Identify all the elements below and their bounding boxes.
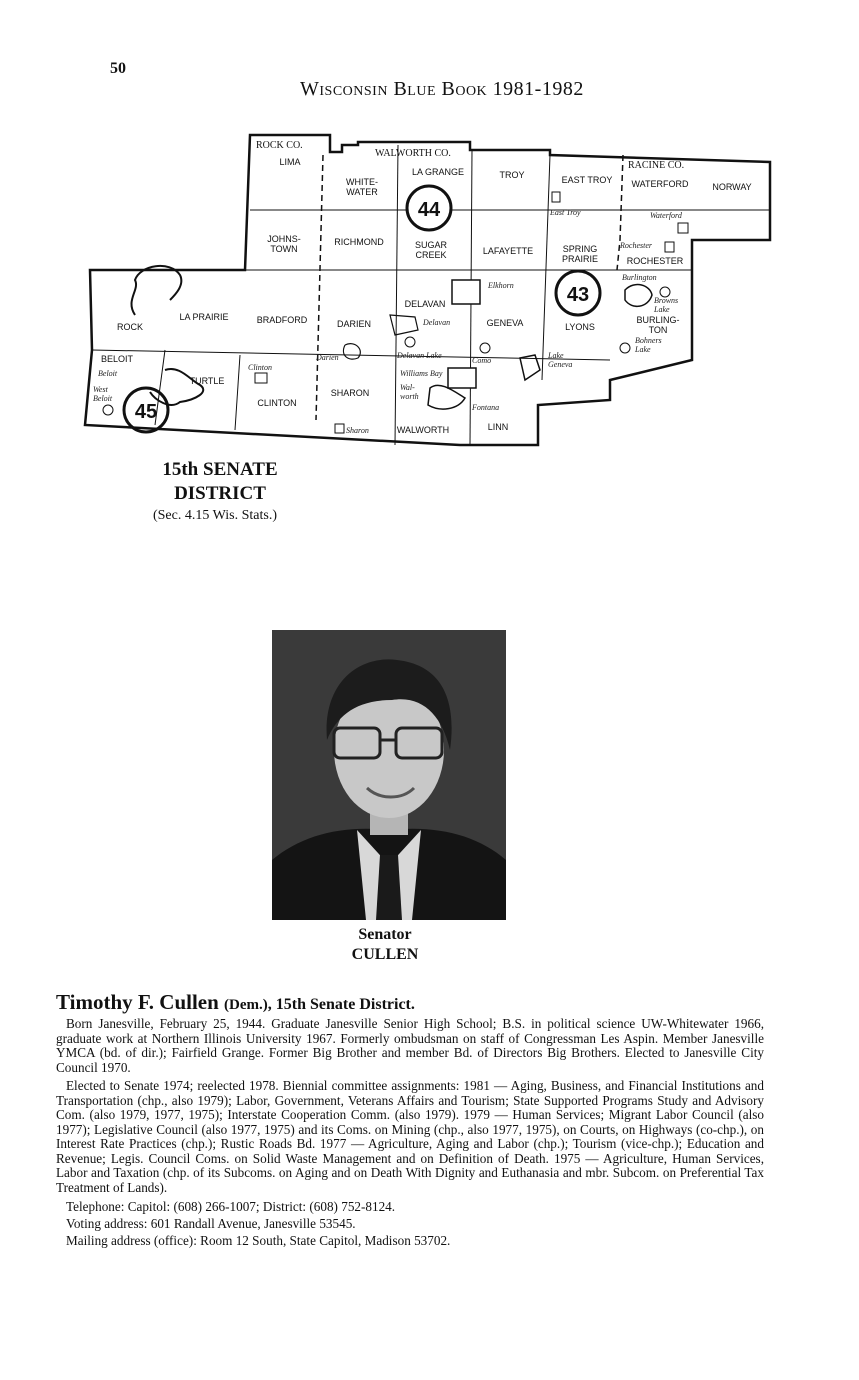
senator-portrait [272,630,506,920]
caption-name: CULLEN [351,946,419,963]
place-beloit: Beloit [98,369,118,378]
township-delavan: DELAVAN [404,299,446,309]
bio-telephone: Telephone: Capitol: (608) 266-1007; District: (608) 752-8124. [66,1199,396,1214]
county-label-walworth: WALWORTH CO. [375,148,451,159]
svg-text:44: 44 [417,199,441,221]
senate-district-map [80,130,780,460]
place-walworth: Wal-worth [400,383,419,401]
district-marker-44 [407,186,451,230]
biography [56,990,764,1250]
township-lyons: LYONS [565,322,595,332]
district-marker-43 [556,271,600,315]
place-waterford: Waterford [650,211,682,220]
township-whitewater: WHITE-WATER [346,177,378,197]
township-rochester: ROCHESTER [626,256,684,266]
bio-voting-address: Voting address: 601 Randall Avenue, Janesville 53545. [66,1216,356,1231]
photo-caption [300,925,470,965]
township-lima: LIMA [279,157,301,167]
place-easttroy: East Troy [550,208,581,217]
bio-party: (Dem.) [224,997,268,1013]
county-label-racine: RACINE CO. [628,160,685,171]
township-norway: NORWAY [712,182,752,192]
place-fontana: Fontana [472,403,500,412]
township-laprairie: LA PRAIRIE [179,312,229,322]
place-elkhorn: Elkhorn [488,281,514,290]
township-burlington: BURLING-TON [636,315,680,335]
township-clinton: CLINTON [257,398,297,408]
township-sharon: SHARON [330,388,370,398]
bio-paragraph-early-life: Born Janesville, February 25, 1944. Graduate Janesville Senior High School; B.S. in political science UW-Whitewater 1966, graduate work at Northern Illinois University 1967. Formerly ombudsman on staff of Congressman Les Aspin. Member Janesville YMCA (bd. of dir.); Fairfield Grange. Former Big Brother and member Bd. of Directors Big Brothers. Elected to Janesville City Council 1970. [56,1016,764,1075]
place-delavan-city: Delavan [423,318,451,327]
place-rochester: Rochester [620,241,652,250]
township-geneva: GENEVA [486,318,524,328]
place-browns-lake: Browns Lake [654,296,679,314]
map-subtitle: (Sec. 4.15 Wis. Stats.) [152,508,277,523]
place-lake-geneva: Lake Geneva [548,351,573,369]
running-head: Wisconsin Blue Book 1981-1982 [300,78,584,100]
township-rock: ROCK [116,322,144,332]
township-linn: LINN [487,422,509,432]
svg-text:43: 43 [566,284,590,306]
township-easttroy: EAST TROY [561,175,613,185]
township-sugarcreek: SUGAR CREEK [414,240,448,260]
place-sharon: Sharon [346,426,369,435]
place-williams-bay: Williams Bay [400,369,443,378]
map-title: 15th SENATE DISTRICT [162,459,278,504]
township-johnstown: JOHNS-TOWN [267,234,301,254]
bio-name: Timothy F. Cullen [56,990,219,1014]
township-darien: DARIEN [336,319,372,329]
place-como: Como [472,356,492,365]
svg-text:45: 45 [134,401,158,423]
place-clinton: Clinton [248,363,273,372]
bio-district: , 15th Senate District. [267,996,415,1013]
township-waterford: WATERFORD [631,179,689,189]
place-delavan-lake: Delavan Lake [397,351,442,360]
bio-heading [56,990,764,1015]
township-bradford: BRADFORD [256,315,308,325]
township-beloit: BELOIT [100,354,134,364]
township-lagrange: LA GRANGE [411,167,465,177]
township-springprairie: SPRING PRAIRIE [561,244,599,264]
township-turtle: TURTLE [189,376,225,386]
caption-title: Senator [358,926,412,943]
page-number: 50 [110,60,126,77]
district-map-svg [80,130,780,460]
place-darien: Darien [316,353,339,362]
place-burlington: Burlington [622,273,657,282]
bio-paragraph-committees: Elected to Senate 1974; reelected 1978. Biennial committee assignments: 1981 — Aging, Business, and Financial Institutions and Transportation (chp., also 1979); Labor, Government, Veterans Affairs and Tourism; State Supported Programs Study and Advisory Com. (also 1979, 1977, 1975); Interstate Cooperation Comm. (also 1979). 1979 — Human Services; Migrant Labor Council (also 1977); Legislative Council (also 1977, 1975) and its Coms. on Mining (chp., also 1977, 1975), on Courts, on Highways (co-chp.), on Interest Rate Practices (chp.); Rustic Roads Bd. 1977 — Agriculture, Aging and Labor (chp.); Tourism (vice-chp.); Education and Revenue; Legis. Council Coms. on Solid Waste Management and on Definition of Death. 1975 — Agriculture, Human Services, Labor and Taxation (chp. of its Subcoms. on Aging and on Death With Dignity and Euthanasia and mbr. Subcom. on Preferential Tax Treatment of Lands). [56,1078,764,1195]
district-marker-45 [124,388,168,432]
place-west-beloit: West Beloit [93,385,113,403]
county-label-rock: ROCK CO. [256,140,303,151]
township-richmond: RICHMOND [334,237,384,247]
township-lafayette: LAFAYETTE [482,246,534,256]
township-walworth: WALWORTH [396,425,450,435]
township-troy: TROY [499,170,525,180]
bio-mailing-address: Mailing address (office): Room 12 South, State Capitol, Madison 53702. [66,1233,451,1248]
place-bohners-lake: Bohners Lake [635,336,662,354]
